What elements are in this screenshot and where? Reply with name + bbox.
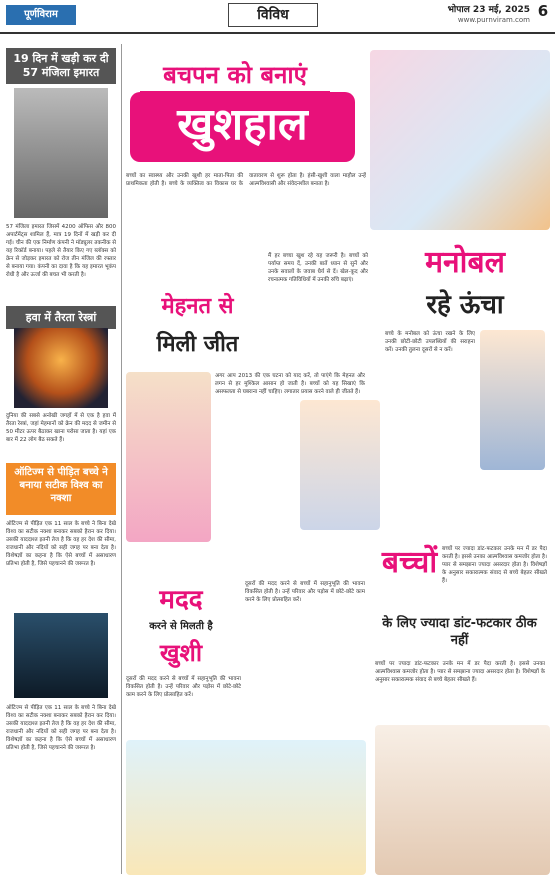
s3-title2: रहे ऊंचा [426,290,504,320]
section-title: विविध [228,3,318,27]
website-link[interactable]: www.purnviram.com [457,16,530,24]
s3-body: बच्चे के मनोबल को ऊंचा रखने के लिए उनकी छोटी-छोटी उपलब्धियों की सराहना करें। उनकी तुलना दूसरों से न करें। [385,331,475,353]
main-title-big: खुशहाल [177,99,308,150]
page-number: 6 [537,2,549,20]
column-divider [121,44,122,874]
main-title-small: बचपन को बनाएं [140,58,330,93]
issue-date: भोपाल 23 मई, 2025 [447,5,530,15]
s5-body-top: बच्चों पर ज्यादा डांट-फटकार उनके मन में डर पैदा करती है। इससे उनका आत्मविश्वास कमजोर होता है। प्यार से समझाना ज्यादा असरदार होता है। विशेषज्ञों के अनुसार सकारात्मक संवाद से बच्चे बेहतर सीखते हैं। [442,546,547,584]
s3-title1: मनोबल [425,245,505,280]
left-column [6,48,116,873]
s4-title3: खुशी [159,639,203,667]
boy-standing-image [480,330,545,470]
s4-title2: करने से मिलती है [149,621,213,632]
s5-body: बच्चों पर ज्यादा डांट-फटकार उनके मन में डर पैदा करती है। इससे उनका आत्मविश्वास कमजोर होता है। प्यार से समझाना ज्यादा असरदार होता है। विशेषज्ञों के अनुसार सकारात्मक संवाद से बच्चे बेहतर सीखते हैं। [375,661,545,683]
s2-title2: मिली जीत [156,332,239,357]
s5-title2: के लिए ज्यादा डांट-फटकार ठीक नहीं [382,616,537,648]
story3-body: ऑटिज्म से पीड़ित एक 11 साल के बच्चे ने बिना देखे विश्व का सटीक नक्शा बनाकर सबको हैरान कर दिया। उसकी याददाश्त इतनी तेज है कि वह हर देश की सीमा, राजधानी और नदियों को सही जगह पर बना देता है। विशेषज्ञों का कहना है कि ऐसे बच्चों में असाधारण प्रतिभा होती है, जिसे पहचानने की जरूरत है। [6,521,116,567]
mother-child-image [375,725,550,875]
s2-body: अगर आप 2013 की एक घटना को याद करें, तो पाएंगे कि मेहनत और लगन से हर मुश्किल आसान हो जाती है। बच्चों को यह सिखाएं कि असफलता से घबराना नहीं चाहिए। लगातार प्रयास करने वाले ही जीतते हैं। [215,373,365,395]
s4-body-2: दूसरों की मदद करने से बच्चों में सहानुभूति की भावना विकसित होती है। उन्हें परिवार और पड़ोस में छोटे-छोटे काम करने के लिए प्रोत्साहित करें। [245,581,365,603]
s5-title1: बच्चों [381,545,438,580]
child-map-image [14,613,108,698]
s4-title1: मदद [159,585,203,615]
main-colA: मैं हर बच्चा खुश रहे यह जरूरी है। बच्चों को पर्याप्त समय दें, उनकी बातें ध्यान से सुनें और उनके सवालों के जवाब धैर्य से दें। खेल-कूद और रचनात्मक गतिविधियों में उनकी रुचि बढ़ाएं। [268,253,368,283]
girl-trophy-image [126,372,211,542]
story3-title: ऑटिज्म से पीड़ित बच्चे ने बनाया सटीक विश्व का नक्शा [6,463,116,515]
story3-body-continued: ऑटिज्म से पीड़ित एक 11 साल के बच्चे ने बिना देखे विश्व का सटीक नक्शा बनाकर सबको हैरान कर दिया। उसकी याददाश्त इतनी तेज है कि वह हर देश की सीमा, राजधानी और नदियों को सही जगह पर बना देता है। विशेषज्ञों का कहना है कि ऐसे बच्चों में असाधारण प्रतिभा होती है, जिसे पहचानने की जरूरत है। [6,705,116,751]
s2-title1: मेहनत से [161,294,234,319]
building-image [14,88,108,218]
helping-illustration [126,740,366,875]
s4-body: दूसरों की मदद करने से बच्चों में सहानुभूति की भावना विकसित होती है। उन्हें परिवार और पड़ोस में छोटे-छोटे काम करने के लिए प्रोत्साहित करें। [126,676,241,698]
story1-body: 57 मंजिला इमारत जिसमें 4200 ऑफिस और 800 अपार्टमेंट्स शामिल हैं, मात्र 19 दिनों में खड़ी कर दी गई। चीन की एक निर्माण कंपनी ने मॉड्यूलर तकनीक से यह रिकॉर्ड बनाया। पहले से तैयार किए गए ब्लॉक्स को क्रेन से जोड़कर इमारत को रोज तीन मंजिल की रफ्तार से बनाया गया। कंपनी का दावा है कि यह इमारत भूकंप रोधी है और ऊर्जा की बचत भी करती है। [6,224,116,278]
restaurant-image [14,328,108,408]
brand-logo: पूर्णविराम [6,5,76,25]
child-playing-image [370,50,550,230]
main-intro: बच्चों का स्वास्थ्य और उनकी खुशी हर माता-पिता की प्राथमिकता होती है। बच्चे के व्यक्तित्व का विकास घर के वातावरण से शुरू होता है। हंसी-खुशी वाला माहौल उन्हें आत्मविश्वासी और संवेदनशील बनाता है। [126,173,366,187]
story1-title: 19 दिन में खड़ी कर दी 57 मंजिला इमारत [6,48,116,84]
story2-title: हवा में तैरता रेस्त्रां [6,306,116,329]
masthead [0,0,555,34]
boy-image [300,400,380,530]
story2-body: दुनिया की सबसे अनोखी जगहों में से एक है हवा में तैरता रेस्त्रां, जहां मेहमानों को क्रेन की मदद से जमीन से 50 मीटर ऊपर बैठाकर खाना परोसा जाता है। यहां एक बार में 22 लोग बैठ सकते हैं। [6,413,116,443]
